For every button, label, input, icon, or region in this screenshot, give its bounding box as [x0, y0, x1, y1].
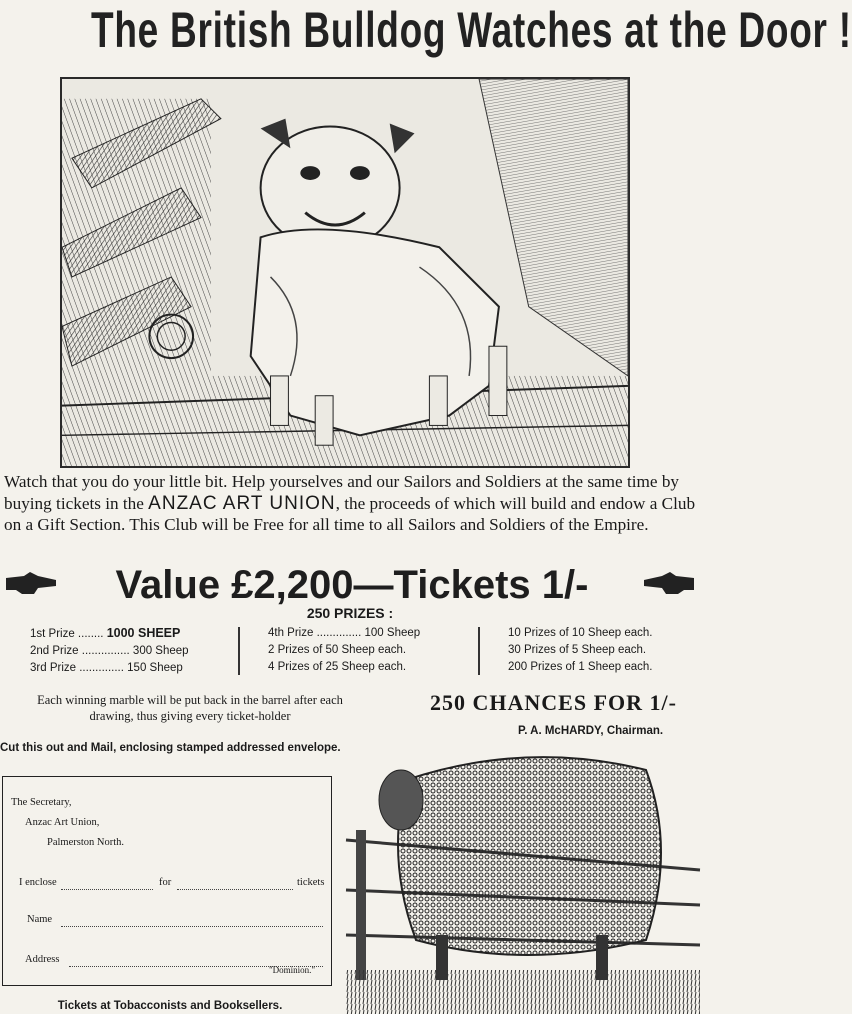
headline: The British Bulldog Watches at the Door ! [91, 2, 852, 58]
prize-row [268, 659, 468, 676]
footer-note: Tickets at Tobacconists and Booksellers. [57, 1000, 283, 1012]
prize-row [268, 625, 468, 642]
coupon-name-label: Name [27, 914, 53, 925]
prizes-heading: 250 PRIZES : [306, 605, 394, 621]
prize-value: 100 Sheep [364, 627, 421, 639]
coupon-for-label: for [159, 877, 172, 888]
prize-value: 1000 SHEEP [106, 626, 181, 640]
marble-note: Each winning marble will be put back in the barrel after each drawing, thus giving every ticket-holder [37, 693, 343, 723]
body-lead: Watch that you do your little bit. Help yourselves and our Sailors and Soldiers at the same time by buying tickets in the [4, 472, 680, 513]
prize-row: 10 Prizes of 10 Sheep each. [508, 627, 653, 639]
prize-row [268, 642, 468, 659]
column-divider [478, 627, 480, 675]
anzac-art-union-name: ANZAC ART UNION [148, 492, 336, 514]
name-field[interactable] [61, 926, 323, 927]
prize-row [30, 625, 230, 643]
value-banner [0, 564, 700, 606]
sheep-illustration [346, 740, 700, 1014]
prize-column-1 [30, 625, 230, 677]
prize-row: 200 Prizes of 1 Sheep each. [508, 661, 653, 673]
chairman-signature: P. A. McHARDY, Chairman. [518, 725, 664, 737]
coupon-secretary: The Secretary, [11, 797, 72, 808]
prize-value: 300 Sheep [132, 645, 189, 657]
prize-row [30, 643, 230, 660]
body-tail: , the proceeds of which will build and endow a Club on a Gift Section. This Club will be Free for all time to all Sailors and Soldiers of the Empire. [4, 493, 696, 534]
coupon-tickets-label: tickets [297, 877, 325, 888]
ticket-count-field[interactable] [177, 889, 293, 890]
bulldog-illustration [60, 77, 630, 468]
coupon-credit: "Dominion." [269, 965, 316, 975]
value-tickets-text: Value £2,200—Tickets 1/- [115, 563, 589, 607]
coupon-enclose-label: I enclose [19, 877, 57, 888]
prize-column-3 [508, 625, 688, 676]
pointing-hand-left-icon [642, 570, 696, 598]
coupon-union: Anzac Art Union, [25, 817, 100, 828]
pointing-hand-right-icon [4, 570, 58, 598]
chances-heading: 250 CHANCES FOR 1/- [430, 690, 677, 715]
prize-value: 150 Sheep [127, 662, 183, 674]
prize-label: 2 Prizes of 50 Sheep each. [268, 644, 407, 656]
prize-label: 4 Prizes of 25 Sheep each. [268, 661, 407, 673]
order-coupon [2, 776, 332, 986]
prize-label: 4th Prize .............. [268, 627, 362, 639]
prize-column-2 [268, 625, 468, 676]
body-paragraph [4, 471, 696, 536]
prize-label: 1st Prize ........ [30, 628, 104, 640]
coupon-town: Palmerston North. [47, 837, 124, 848]
cut-out-instruction: Cut this out and Mail, enclosing stamped addressed envelope. [0, 742, 341, 754]
prize-label: 3rd Prize .............. [30, 662, 124, 674]
prize-label: 2nd Prize ............... [30, 645, 130, 657]
prize-row: 30 Prizes of 5 Sheep each. [508, 644, 647, 656]
prize-row [30, 660, 230, 677]
enclose-amount-field[interactable] [61, 889, 153, 890]
column-divider [238, 627, 240, 675]
coupon-address-label: Address [25, 954, 60, 965]
